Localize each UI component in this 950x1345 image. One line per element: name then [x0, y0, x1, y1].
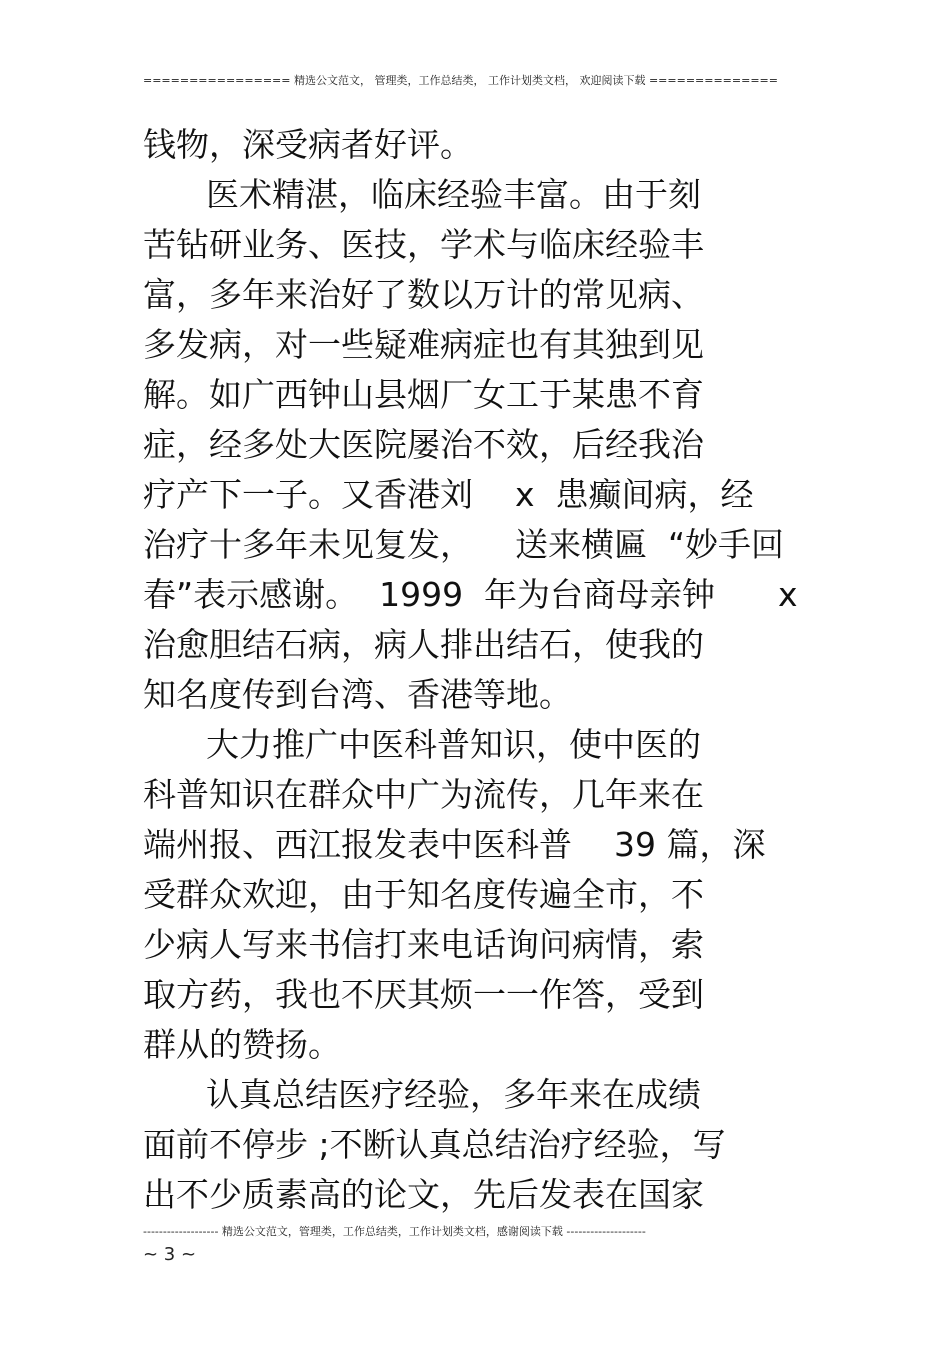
text-line: 苦钻研业务、医技，学术与临床经验丰	[143, 225, 704, 264]
text-line: 取方药，我也不厌其烦一一作答，受到	[143, 975, 704, 1014]
text-line: 疗产下一子。又香港刘 x 患癫间病，经	[143, 475, 754, 514]
page-footer: ------------------- 精选公文范文，管理类，工作总结类，工作计划类文档，感谢阅读下载 --------------------	[143, 1225, 646, 1238]
text-line: 受群众欢迎，由于知名度传遍全市，不	[143, 875, 704, 914]
text-line: 治愈胆结石病，病人排出结石，使我的	[143, 625, 704, 664]
text-line: 症，经多处大医院屡治不效，后经我治	[143, 425, 704, 464]
text-line: 科普知识在群众中广为流传，几年来在	[143, 775, 704, 814]
text-line: 钱物，深受病者好评。	[143, 125, 473, 164]
text-line: 认真总结医疗经验，多年来在成绩	[143, 1075, 701, 1114]
text-line: 富，多年来治好了数以万计的常见病、	[143, 275, 704, 314]
text-line: 面前不停步 ;不断认真总结治疗经验，写	[143, 1125, 726, 1164]
text-line: 多发病，对一些疑难病症也有其独到见	[143, 325, 704, 364]
text-line: 少病人写来书信打来电话询问病情，索	[143, 925, 704, 964]
document-body	[143, 120, 808, 1220]
text-line: 治疗十多年未见复发， 送来横匾 “妙手回	[143, 525, 785, 564]
text-line: 端州报、西江报发表中医科普 39 篇，深	[143, 825, 766, 864]
page-header: ================ 精选公文范文， 管理类，工作总结类， 工作计划类文档， 欢迎阅读下载 ==============	[143, 74, 778, 87]
text-line: 大力推广中医科普知识，使中医的	[143, 725, 701, 764]
page-number: ~ 3 ~	[143, 1244, 197, 1265]
text-line: 群从的赞扬。	[143, 1025, 341, 1064]
text-line: 医术精湛，临床经验丰富。由于刻	[143, 175, 701, 214]
text-line: 解。如广西钟山县烟厂女工于某患不育	[143, 375, 704, 414]
text-line: 知名度传到台湾、香港等地。	[143, 675, 572, 714]
text-line: 出不少质素高的论文，先后发表在国家	[143, 1175, 704, 1214]
text-line: 春”表示感谢。 1999 年为台商母亲钟 x	[143, 575, 798, 614]
